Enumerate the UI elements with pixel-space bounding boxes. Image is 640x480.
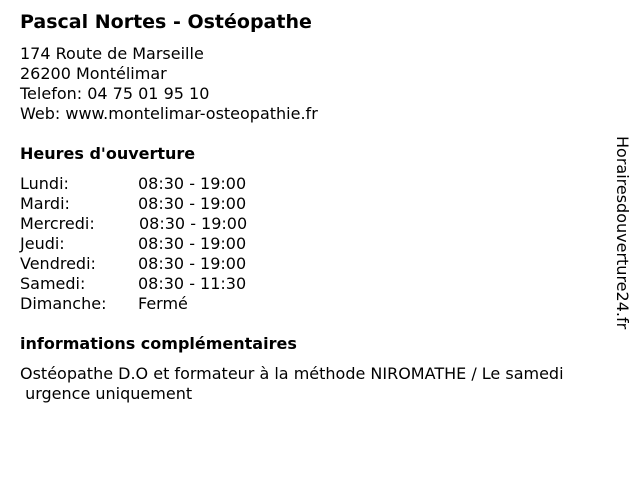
address-block — [20, 44, 318, 124]
additional-info-line: Ostéopathe D.O et formateur à la méthode NIROMATHE / Le samedi — [20, 364, 564, 383]
city-address: 26200 Montélimar — [20, 64, 167, 83]
time-value: 08:30 - 19:00 — [138, 194, 247, 213]
day-label: Dimanche: — [20, 294, 107, 313]
additional-info-text — [20, 364, 620, 404]
phone-number: Telefon: 04 75 01 95 10 — [20, 84, 210, 103]
time-value: Fermé — [138, 294, 188, 313]
additional-info-line: urgence uniquement — [20, 384, 193, 403]
time-value: 08:30 - 19:00 — [138, 234, 247, 253]
time-value: 08:30 - 19:00 — [138, 174, 247, 193]
day-label: Lundi: — [20, 174, 69, 193]
day-label: Jeudi: — [20, 234, 65, 253]
day-label: Mercredi: — [20, 214, 95, 233]
website: Web: www.montelimar-osteopathie.fr — [20, 104, 318, 123]
time-value: 08:30 - 19:00 — [138, 254, 247, 273]
opening-hours-heading: Heures d'ouverture — [20, 144, 196, 163]
day-label: Mardi: — [20, 194, 70, 213]
street-address: 174 Route de Marseille — [20, 44, 204, 63]
time-value: 08:30 - 11:30 — [138, 274, 247, 293]
time-value: 08:30 - 19:00 — [139, 214, 248, 233]
day-label: Vendredi: — [20, 254, 96, 273]
site-watermark: Horairesdouverture24.fr — [613, 136, 632, 330]
additional-info-heading: informations complémentaires — [20, 334, 297, 353]
day-label: Samedi: — [20, 274, 86, 293]
business-name: Pascal Nortes - Ostéopathe — [20, 11, 312, 33]
